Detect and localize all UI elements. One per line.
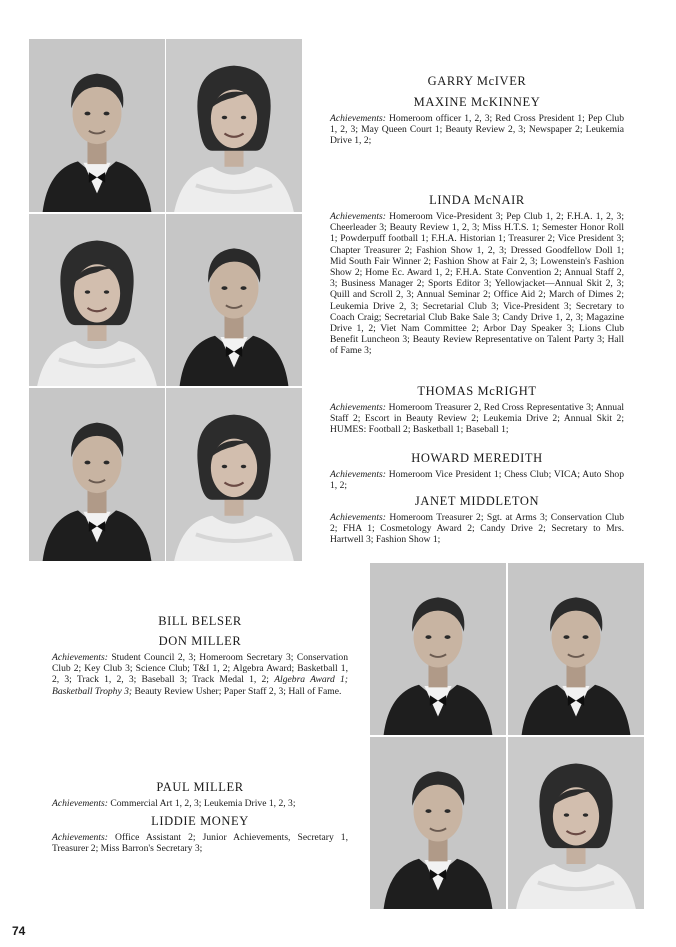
achievements-label: Achievements: — [52, 798, 108, 809]
entry-bill-belser — [52, 614, 348, 632]
paul-miller-photo — [370, 737, 506, 909]
garry-mciver-photo — [29, 39, 165, 212]
achievements-text: Achievements: Homeroom Vice President 1; Chess Club; VICA; Auto Shop 1, 2; — [330, 469, 624, 492]
thomas-mcright-photo — [166, 214, 302, 386]
entry-paul-miller — [52, 780, 348, 809]
student-name: HOWARD MEREDITH — [411, 451, 543, 465]
achievements-text: Achievements: Homeroom Vice-President 3; Pep Club 1, 2; F.H.A. 1, 2, 3; Cheerleader 3; Beauty Review 1, 2, 3; Miss H.T.S. 1; Semester Honor Roll 1; Powderpuff football 1; F.H.A. Historian 1; Treasurer 2; Vice President 3; Chapter Treasurer 2; Fashion Show 1, 2, 3; Dressed Goodfellow Doll 1; Mid South Fair Winner 2; Fashion Show at Fair 2, 3; Lowenstein's Fashion Show 2; Home Ec. Award 1, 2; F.H.A. State Convention 2; Annual Staff 2, 3; Business Manager 2; Sports Editor 3; Yellowjacket—Annual Skit 2, 3; Quill and Scroll 2, 3; Annual Seminar 2; Office Aid 2; March of Dimes 2; Leukemia Drive 2, 3; Secretarial Club 3; Vice-President 3; Secretary to Coach Craig; Secretarial Club Bake Sale 3; Candy Drive 1, 2, 3; Magazine Drive 1, 2; Viet Nam Committee 2; Arbor Day Speaker 3; Lions Club Benefit Luncheon 3; Beauty Review Representative on Talent Party 3; Hall of Fame 3; — [330, 211, 624, 357]
student-name: MAXINE McKINNEY — [413, 95, 541, 109]
student-name: THOMAS McRIGHT — [417, 384, 537, 398]
maxine-mckinney-photo — [166, 39, 302, 212]
student-name: LINDA McNAIR — [429, 193, 525, 207]
entry-linda-mcnair — [330, 193, 624, 357]
student-name: JANET MIDDLETON — [414, 494, 540, 508]
entry-janet-middleton — [330, 494, 624, 546]
student-name: DON MILLER — [158, 634, 242, 648]
achievements-text: Achievements: Homeroom Treasurer 2, Red Cross Representative 3; Annual Staff 2; Escort in Beauty Review 2; Leukemia Drive 2; Annual Skit 2; HUMES: Football 2; Basketball 1; Baseball 1; — [330, 402, 624, 436]
don-miller-photo — [508, 563, 644, 735]
achievements-text: Achievements: Homeroom Treasurer 2; Sgt. at Arms 3; Conservation Club 2; FHA 1; Cosmetology Award 2; Candy Drive 2; Secretary to Mrs. Hartwell 3; Fashion Show 1; — [330, 512, 624, 546]
entry-don-miller — [52, 634, 348, 697]
entry-garry-mciver — [330, 74, 624, 92]
achievements-label: Achievements: — [330, 113, 386, 124]
entry-howard-meredith — [330, 451, 624, 491]
achievements-label: Achievements: — [330, 402, 386, 413]
janet-middleton-photo — [166, 388, 302, 561]
achievements-text: Achievements: Office Assistant 2; Junior Achievements, Secretary 1, Treasurer 2; Miss Barron's Secretary 3; — [52, 832, 348, 855]
achievements-label: Achievements: — [330, 512, 386, 523]
student-name: GARRY McIVER — [427, 74, 527, 88]
howard-meredith-photo — [29, 388, 165, 561]
achievements-label: Achievements: — [330, 469, 386, 480]
entry-liddie-money — [52, 814, 348, 854]
page-number: 74 — [12, 924, 26, 938]
entry-thomas-mcright — [330, 384, 624, 436]
achievements-label: Achievements: — [52, 652, 108, 663]
achievements-text: Achievements: Commercial Art 1, 2, 3; Leukemia Drive 1, 2, 3; — [52, 798, 296, 809]
student-name: BILL BELSER — [158, 614, 242, 628]
student-name: LIDDIE MONEY — [151, 814, 249, 828]
linda-mcnair-photo — [29, 214, 165, 386]
bill-belser-photo — [370, 563, 506, 735]
achievements-text: Achievements: Homeroom officer 1, 2, 3; Red Cross President 1; Pep Club 1, 2, 3; May Queen Court 1; Beauty Review 2, 3; Newspaper 2; Leukemia Drive 1, 2; — [330, 113, 624, 147]
achievements-text: Achievements: Student Council 2, 3; Homeroom Secretary 3; Conservation Club 2; Key Club 3; Science Club; T&I 1, 2; Algebra Award; Basketball 1, 2, 3; Track 1, 2, 3; Baseball 3; Track Medal 1, 2; Algebra Award 1; Basketball Trophy 3; Beauty Review Usher; Paper Staff 2, 3; Hall of Fame. — [52, 652, 348, 697]
liddie-money-photo — [508, 737, 644, 909]
achievements-label: Achievements: — [52, 832, 108, 843]
student-name: PAUL MILLER — [156, 780, 244, 794]
achievements-label: Achievements: — [330, 211, 386, 222]
entry-maxine-mckinney — [330, 95, 624, 147]
